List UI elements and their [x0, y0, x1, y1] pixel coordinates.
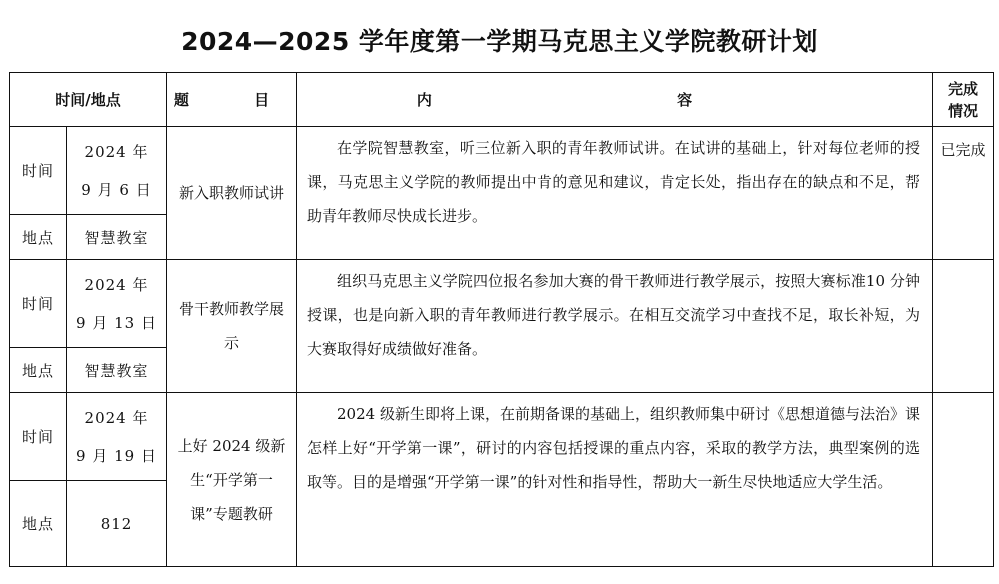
date-day: 9 月 19 日 — [76, 446, 157, 465]
time-label: 时间 — [10, 393, 67, 481]
subject-cell: 新入职教师试讲 — [167, 127, 297, 260]
content-cell: 组织马克思主义学院四位报名参加大赛的骨干教师进行教学展示，按照大赛标准10 分钟授课，也是向新入职的青年教师进行教学展示。在相互交流学习中查找不足，取长补短，为大赛取得好成绩做好准备。 — [297, 260, 933, 393]
table-row — [10, 393, 994, 481]
page-title: 2024—2025 学年度第一学期马克思主义学院教研计划 — [181, 27, 818, 56]
plan-table — [9, 72, 994, 567]
header-row — [10, 73, 994, 127]
date-year: 2024 年 — [84, 408, 149, 427]
place-value: 智慧教室 — [67, 215, 167, 260]
status-cell: 已完成 — [933, 127, 994, 260]
date-year: 2024 年 — [84, 142, 149, 161]
time-label: 时间 — [10, 127, 67, 215]
place-value: 812 — [67, 481, 167, 567]
date-cell — [67, 393, 167, 481]
subject-cell: 骨干教师教学展示 — [167, 260, 297, 393]
status-cell — [933, 260, 994, 393]
date-cell — [67, 260, 167, 348]
date-year: 2024 年 — [84, 275, 149, 294]
table-row — [10, 260, 994, 348]
status-cell — [933, 393, 994, 567]
place-value: 智慧教室 — [67, 348, 167, 393]
date-day: 9 月 6 日 — [81, 180, 152, 199]
content-cell: 2024 级新生即将上课，在前期备课的基础上，组织教师集中研讨《思想道德与法治》课怎样上好“开学第一课”，研讨的内容包括授课的重点内容，采取的教学方法，典型案例的选取等。目的是增强“开学第一课”的针对性和指导性，帮助大一新生尽快地适应大学生活。 — [297, 393, 933, 567]
header-time-place: 时间/地点 — [10, 73, 167, 127]
header-subject: 题 目 — [167, 73, 297, 127]
header-status: 完成情况 — [933, 73, 994, 127]
header-content: 内 容 — [297, 73, 933, 127]
date-day: 9 月 13 日 — [76, 313, 157, 332]
place-label: 地点 — [10, 215, 67, 260]
time-label: 时间 — [10, 260, 67, 348]
subject-cell: 上好 2024 级新生“开学第一课”专题教研 — [167, 393, 297, 567]
content-cell: 在学院智慧教室，听三位新入职的青年教师试讲。在试讲的基础上，针对每位老师的授课，马克思主义学院的教师提出中肯的意见和建议，肯定长处，指出存在的缺点和不足，帮助青年教师尽快成长进步。 — [297, 127, 933, 260]
place-label: 地点 — [10, 348, 67, 393]
table-row — [10, 127, 994, 215]
date-cell — [67, 127, 167, 215]
place-label: 地点 — [10, 481, 67, 567]
